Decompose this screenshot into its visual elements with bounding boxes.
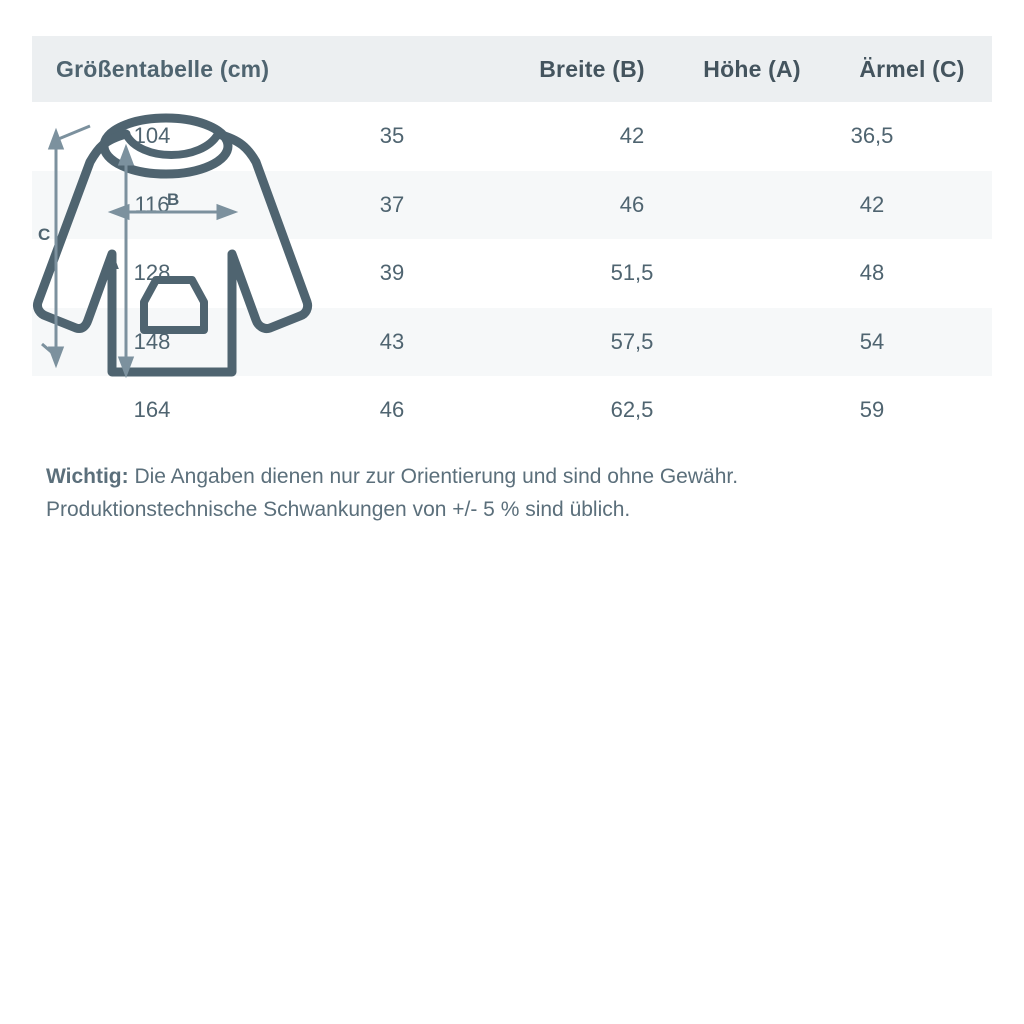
cell-breite: 46 (379, 397, 405, 423)
column-header-breite: Breite (B) (539, 55, 645, 82)
cell-size: 104 (133, 123, 171, 149)
cell-breite: 39 (379, 260, 405, 286)
page-title: Größentabelle (cm) (56, 55, 270, 82)
cell-breite: 35 (379, 123, 405, 149)
column-header-aermel: Ärmel (C) (859, 55, 965, 82)
note-bold-prefix: Wichtig: (46, 465, 129, 488)
cell-size: 148 (133, 328, 171, 354)
important-note (46, 460, 976, 526)
note-line-2: Produktionstechnische Schwankungen von +/- 5 % sind üblich. (46, 498, 631, 521)
cell-size: 164 (133, 397, 171, 423)
cell-size: 116 (134, 191, 170, 217)
cell-size: 128 (133, 260, 171, 286)
cell-hoehe: 42 (619, 123, 645, 149)
hoodie-measurement-diagram-icon (16, 104, 406, 424)
cell-hoehe: 46 (619, 191, 645, 217)
label-a: A (107, 254, 120, 273)
cell-hoehe: 51,5 (610, 260, 654, 286)
label-c: C (38, 225, 51, 244)
cell-breite: 43 (379, 328, 405, 354)
cell-aermel: 54 (859, 328, 885, 354)
cell-hoehe: 57,5 (610, 328, 654, 354)
cell-hoehe: 62,5 (610, 397, 654, 423)
note-line-1: Die Angaben dienen nur zur Orientierung und sind ohne Gewähr. (128, 465, 739, 488)
cell-breite: 37 (379, 191, 405, 217)
cell-aermel: 36,5 (850, 123, 894, 149)
table-header-row (32, 36, 992, 102)
column-header-hoehe: Höhe (A) (703, 55, 801, 82)
label-b: B (167, 190, 180, 209)
cell-aermel: 42 (859, 191, 885, 217)
cell-aermel: 59 (859, 397, 885, 423)
cell-aermel: 48 (859, 260, 885, 286)
